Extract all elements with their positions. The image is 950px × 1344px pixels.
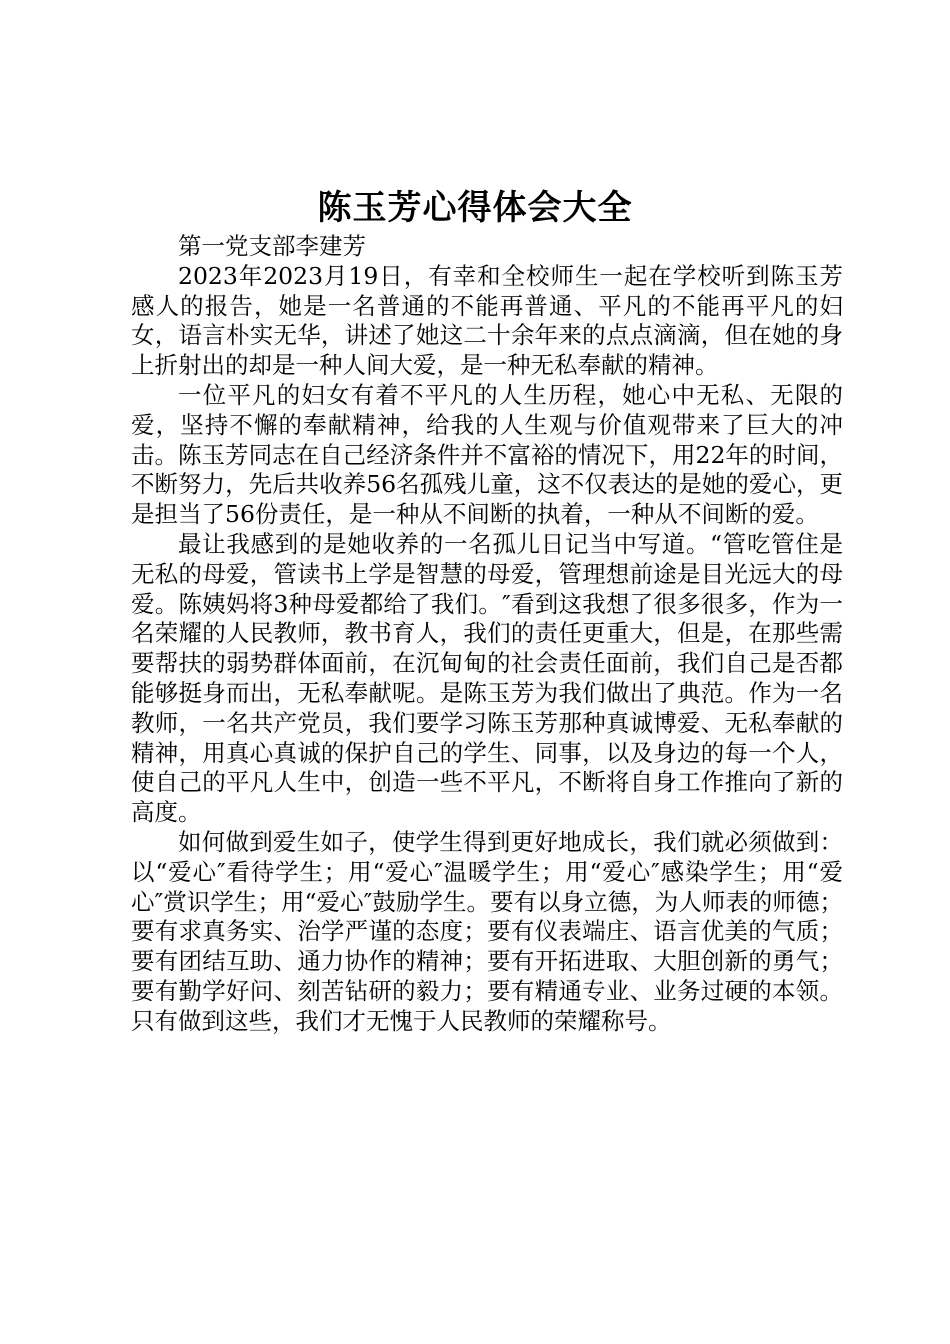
author-line: 第一党支部李建芳 xyxy=(178,232,366,260)
document-body xyxy=(131,232,843,1037)
document-title: 陈玉芳心得体会大全 xyxy=(317,188,633,228)
paragraph: 一位平凡的妇女有着不平凡的人生历程，她心中无私、无限的爱，坚持不懈的奉献精神，给我的人生观与价值观带来了巨大的冲击。陈玉芳同志在自己经济条件并不富裕的情况下，用22年的时间，不断努力，先后共收养56名孤残儿童，这不仅表达的是她的爱心，更是担当了56份责任，是一种从不间断的执着，一种从不间断的爱。 xyxy=(131,380,843,529)
paragraph: 最让我感到的是她收养的一名孤儿日记当中写道。“管吃管住是无私的母爱，管读书上学是智慧的母爱，管理想前途是目光远大的母爱。陈姨妈将3种母爱都给了我们。″看到这我想了很多很多，作为一名荣耀的人民教师，教书育人，我们的责任更重大，但是，在那些需要帮扶的弱势群体面前，在沉甸甸的社会责任面前，我们自己是否都能够挺身而出，无私奉献呢。是陈玉芳为我们做出了典范。作为一名教师，一名共产党员，我们要学习陈玉芳那种真诚博爱、无私奉献的精神，用真心真诚的保护自己的学生、同事，以及身边的每一个人，使自己的平凡人生中，创造一些不平凡，不断将自身工作推向了新的高度。 xyxy=(131,529,843,827)
paragraph: 如何做到爱生如子，使学生得到更好地成长，我们就必须做到：以“爱心″看待学生；用“爱心″温暖学生；用“爱心″感染学生；用“爱心″赏识学生；用“爱心″鼓励学生。要有以身立德，为人师表的师德；要有求真务实、治学严谨的态度；要有仪表端庄、语言优美的气质；要有团结互助、通力协作的精神；要有开拓进取、大胆创新的勇气；要有勤学好问、刻苦钻研的毅力；要有精通专业、业务过硬的本领。只有做到这些，我们才无愧于人民教师的荣耀称号。 xyxy=(131,827,843,1035)
paragraph: 2023年2023月19日，有幸和全校师生一起在学校听到陈玉芳感人的报告，她是一名普通的不能再普通、平凡的不能再平凡的妇女，语言朴实无华，讲述了她这二十余年来的点点滴滴，但在她的身上折射出的却是一种人间大爱，是一种无私奉献的精神。 xyxy=(131,261,843,380)
